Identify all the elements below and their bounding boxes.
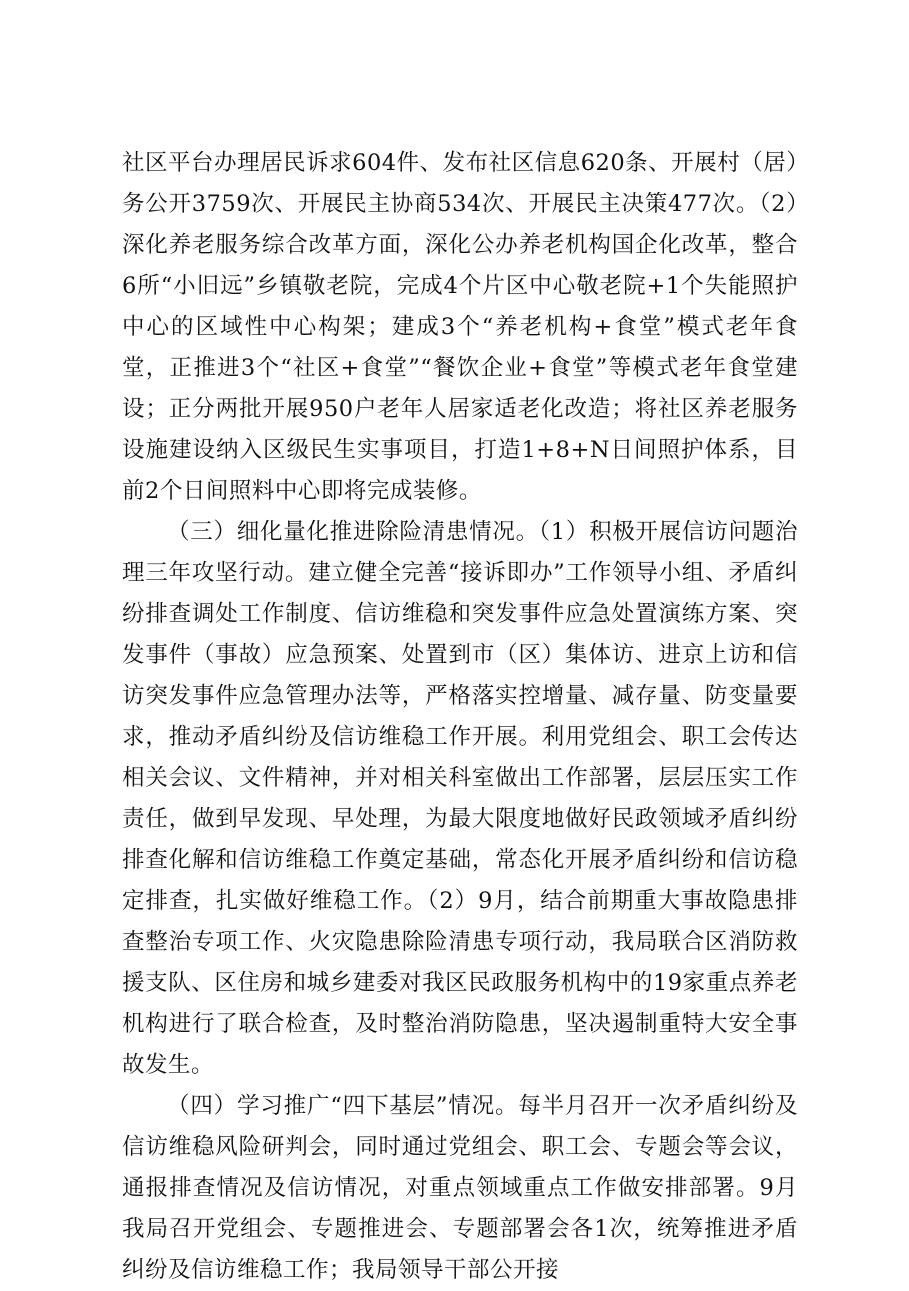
document-body [122, 143, 798, 1291]
paragraph-community-and-elderly-services: 社区平台办理居民诉求604件、发布社区信息620条、开展村（居）务公开3759次、开展民主协商534次、开展民主决策477次。（2）深化养老服务综合改革方面，深化公办养老机构国企化改革，整合6所“小旧远”乡镇敬老院，完成4个片区中心敬老院+1个失能照护中心的区域性中心构架；建成3个“养老机构+食堂”模式老年食堂，正推进3个“社区+食堂”“餐饮企业+食堂”等模式老年食堂建设；正分两批开展950户老年人居家适老化改造；将社区养老服务设施建设纳入区级民生实事项目，打造1+8+N日间照护体系，目前2个日间照料中心即将完成装修。 [122, 150, 798, 504]
paragraph-four-down-grassroots: （四）学习推广“四下基层”情况。每半月召开一次矛盾纠纷及信访维稳风险研判会，同时通过党组会、职工会、专题会等会议，通报排查情况及信访情况，对重点领域重点工作做安排部署。9月我局召开党组会、专题推进会、专题部署会各1次，统筹推进矛盾纠纷及信访维稳工作；我局领导干部公开接 [122, 1093, 798, 1283]
paragraph-risk-elimination: （三）细化量化推进除险清患情况。（1）积极开展信访问题治理三年攻坚行动。建立健全完善“接诉即办”工作领导小组、矛盾纠纷排查调处工作制度、信访维稳和突发事件应急处置演练方案、突发事件（事故）应急预案、处置到市（区）集体访、进京上访和信访突发事件应急管理办法等，严格落实控增量、减存量、防变量要求，推动矛盾纠纷及信访维稳工作开展。利用党组会、职工会传达相关会议、文件精神，并对相关科室做出工作部署，层层压实工作责任，做到早发现、早处理，为最大限度地做好民政领域矛盾纠纷排查化解和信访维稳工作奠定基础，常态化开展矛盾纠纷和信访稳定排查，扎实做好维稳工作。（2）9月，结合前期重大事故隐患排查整治专项工作、火灾隐患除险清患专项行动，我局联合区消防救援支队、区住房和城乡建委对我区民政服务机构中的19家重点养老机构进行了联合检查，及时整治消防隐患，坚决遏制重特大安全事故发生。 [122, 519, 798, 1078]
